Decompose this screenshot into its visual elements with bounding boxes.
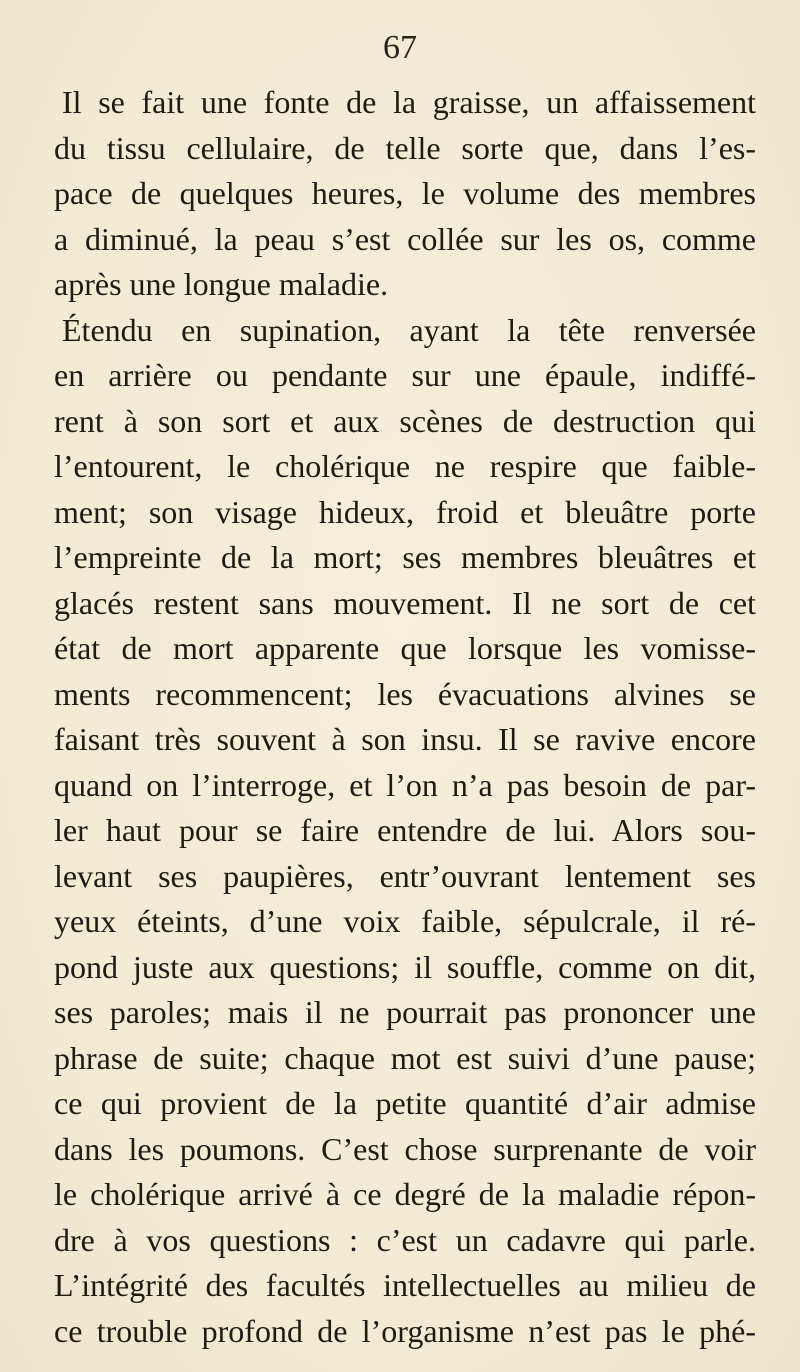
text-line: ses paroles; mais il ne pourrait pas prononcer une [54, 994, 756, 1030]
text-line: l’empreinte de la mort; ses membres bleuâtres et [54, 539, 756, 575]
text-line: phrase de suite; chaque mot est suivi d’une pause; [54, 1039, 756, 1076]
text-line: levant ses paupières, entr’ouvrant lentement ses [54, 857, 756, 894]
text-line: du tissu cellulaire, de telle sorte que, dans l’es- [54, 129, 756, 166]
text-line: état de mort apparente que lorsque les vomisse- [54, 630, 756, 666]
text-line: dans les poumons. C’est chose surprenante de voir [54, 1130, 756, 1167]
text-line: ler haut pour se faire entendre de lui. Alors sou- [54, 812, 756, 848]
page-number: 67 [383, 29, 417, 66]
text-line: en arrière ou pendante sur une épaule, indiffé- [54, 357, 756, 393]
text-line: yeux éteints, d’une voix faible, sépulcrale, il ré- [54, 903, 756, 939]
text-line: ments recommencent; les évacuations alvines se [54, 675, 756, 712]
text-line: faisant très souvent à son insu. Il se ravive encore [54, 721, 756, 757]
text-line: ce qui provient de la petite quantité d’air admise [54, 1085, 756, 1121]
text-line: l’entourent, le cholérique ne respire que faible- [54, 448, 756, 484]
text-line: L’intégrité des facultés intellectuelles au milieu de [54, 1267, 756, 1303]
text-line: quand on l’interroge, et l’on n’a pas besoin de par- [54, 766, 756, 803]
text-line: dre à vos questions : c’est un cadavre qui parle. [54, 1221, 756, 1258]
text-line: pace de quelques heures, le volume des membres [54, 175, 756, 211]
text-line: après une longue maladie. [54, 266, 389, 302]
text-line: rent à son sort et aux scènes de destruction qui [54, 402, 756, 439]
text-line: Il se fait une fonte de la graisse, un affaissement [62, 84, 756, 120]
text-line: ce trouble profond de l’organisme n’est pas le phé- [54, 1312, 756, 1349]
text-line: glacés restent sans mouvement. Il ne sort de cet [54, 584, 756, 621]
text-line: pond juste aux questions; il souffle, comme on dit, [54, 948, 756, 985]
text-line: ment; son visage hideux, froid et bleuâtre porte [54, 493, 756, 530]
body-text [54, 80, 756, 1354]
text-line: Étendu en supination, ayant la tête renversée [62, 311, 756, 348]
text-line: le cholérique arrivé à ce degré de la maladie répon- [54, 1176, 756, 1212]
text-line: a diminué, la peau s’est collée sur les os, comme [54, 220, 756, 257]
